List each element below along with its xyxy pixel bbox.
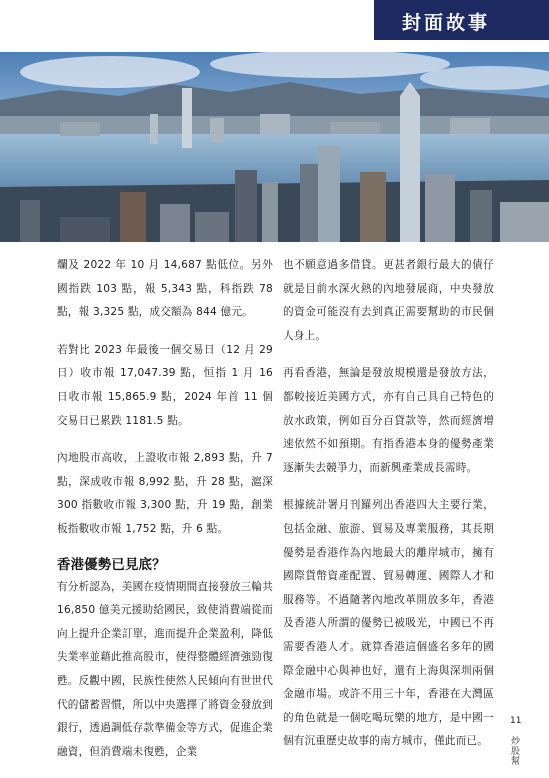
- paragraph: 根據統計署月刊羅列出香港四大主要行業，包括金融、旅游、貿易及專業服務，其長期優勢是香港作為內地最大的離岸城市，擁有國際貨幣資產配置、貿易轉運、國際人才和服務等。不過隨著內地改革開放多年，香港及香港人所謂的優勢已被吸光，中國已不再需要香港人才。就算香港這個盛名多年的國際金融中心與神也好，還有上海與深圳兩個金融市場。或許不用三十年，香港在大灣區的角色就是一個吃喝玩樂的地方，是中國一個有沉重歷史故事的南方城市，僅此而已。: [283, 499, 494, 748]
- left-column: [57, 254, 273, 778]
- cover-photo: [0, 52, 549, 242]
- paragraph: 爛及 2022 年 10 月 14,687 點低位。另外國指跌 103 點，報 5,343 點，科指跌 78 點，報 3,325 點，成交額為 844 億元。: [57, 259, 273, 319]
- paragraph: 再看香港，無論是發放規模還是發放方法，都較接近美國方式，亦有自己具自己特色的放水政策，例如百分百貸款等，然而經濟增速依然不如預期。有指香港本身的優勢產業逐漸失去競爭力，而新興產業成長需時。: [283, 367, 494, 474]
- right-column: [283, 254, 494, 768]
- section-title: 封面故事: [402, 12, 491, 34]
- magazine-name: 炒股幫: [509, 736, 519, 766]
- paragraph: 若對比 2023 年最後一個交易日（12 月 29 日）收市報 17,047.39 點，恒指 1 月 16 日收市報 15,865.9 點，2024 年首 11 個交易日已累跌 1181.5 點。: [57, 343, 273, 427]
- section-banner: [374, 0, 549, 40]
- paragraph: 有分析認為，美國在疫情期間直接發放三輪共 16,850 億美元援助給國民，致使消費端從而向上提升企業訂單，進而提升企業盈利，降低失業率並藉此推高股市，使得整體經濟強勁復甦。反觀中國，民族性使然人民傾向有世世代代的儲蓄習慣，所以中央選擇了將資金發放到銀行，透過調低存款準備金等方式，促進企業融資，但消費端未復甦，企業: [57, 580, 273, 758]
- paragraph: 內地股市高收，上證收市報 2,893 點，升 7 點，深成收市報 8,992 點，升 28 點，滬深 300 指數收市報 3,300 點，升 19 點，創業板指數收市報 1,752 點，升 6 點。: [57, 452, 273, 535]
- page-number: 11: [510, 716, 522, 726]
- section-heading: 香港優勢已見底？: [57, 557, 166, 573]
- paragraph: 也不願意過多借貸。更甚者銀行最大的債仔就是目前水深火熱的內地發展商，中央發放的資金可能沒有去到真正需要幫助的市民個人身上。: [283, 259, 494, 342]
